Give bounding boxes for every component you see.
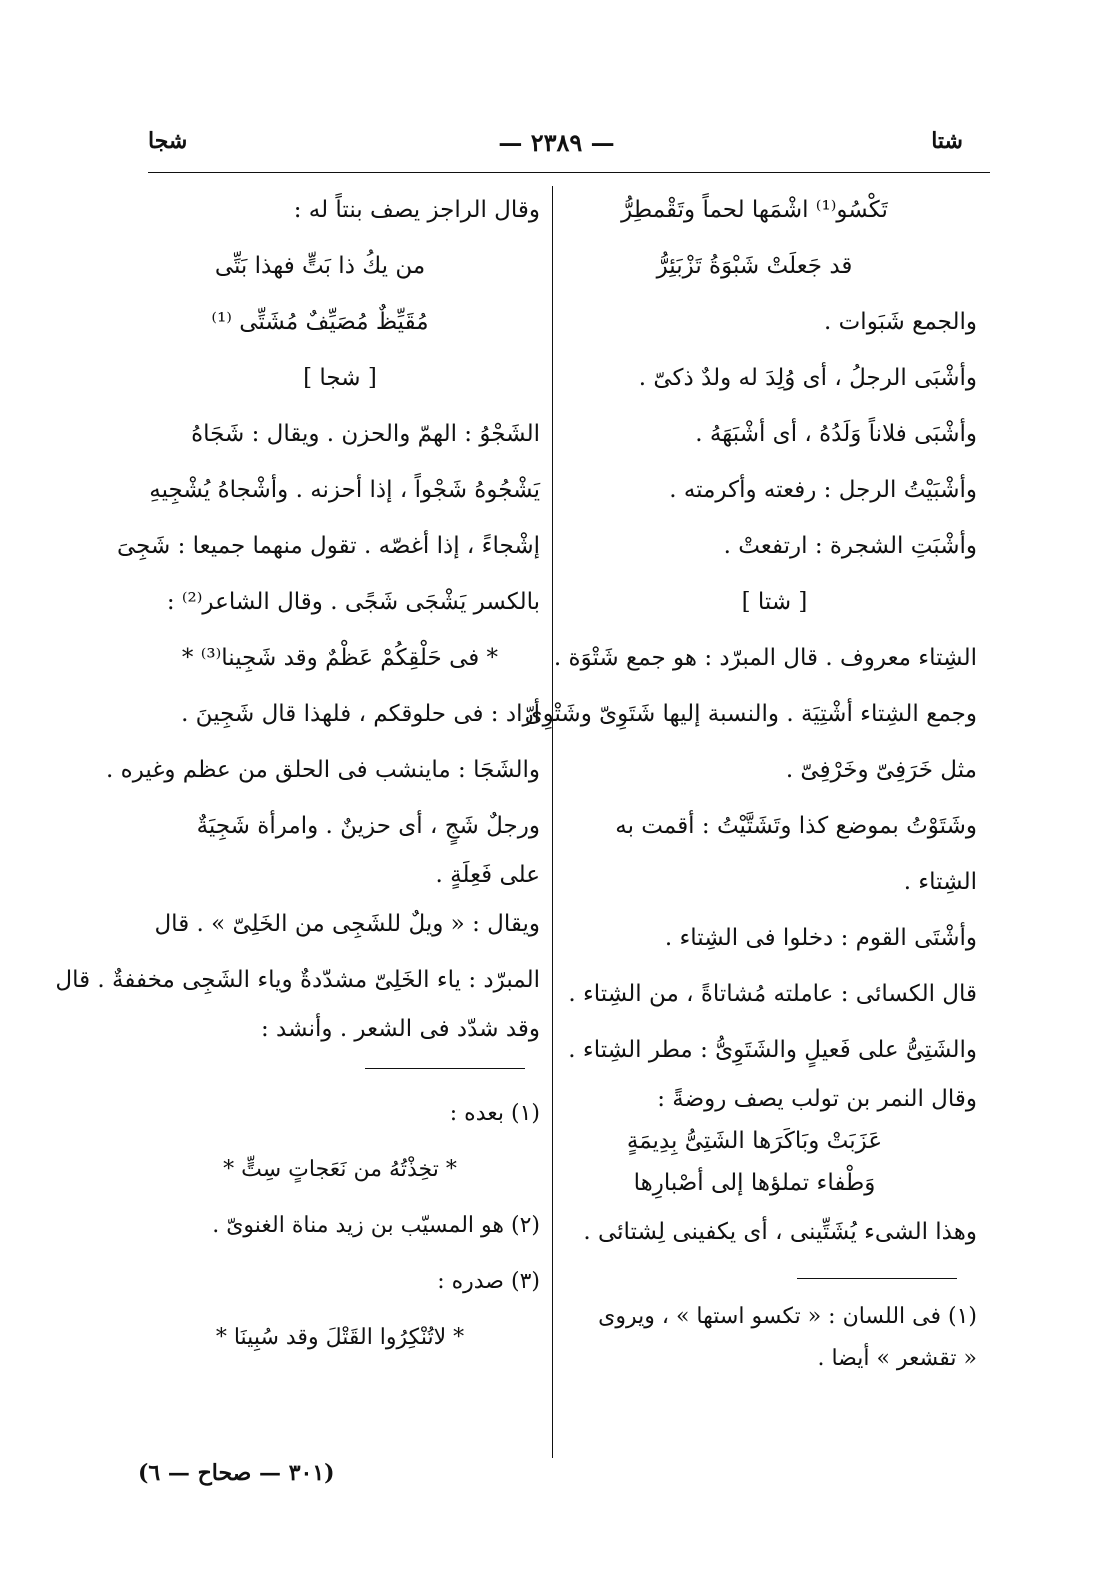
right-column xyxy=(524,182,977,1380)
header-left-word: شجا xyxy=(148,128,188,154)
verse-line: وَطْفاء تملؤها إلى أصْبارِها xyxy=(633,1170,876,1196)
footnote: (١) بعده : xyxy=(449,1101,540,1126)
text-line: أراد : فى حلوقكم ، فلهذا قال شَجِينَ . xyxy=(181,701,540,727)
text-line: والجمع شَبَوات . xyxy=(824,309,977,335)
text-line: الشَجْوُ : الهمّ والحزن . ويقال : شَجَاهُ xyxy=(191,421,540,447)
text-line: مثل خَرَفِىّ وخَرْفِىّ . xyxy=(785,757,977,783)
text-line: وشَتَوْتُ بموضع كذا وتَشَتَّيْتُ : أقمت به xyxy=(615,813,977,839)
text-line: يَشْجُوهُ شَجْواً ، إذا أحزنه . وأشْجاهُ يُشْجِيهِ xyxy=(149,477,540,503)
column-divider xyxy=(552,186,553,1458)
text-line: والشَجَا : ماينشب فى الحلق من عظم وغيره . xyxy=(106,757,540,783)
text-line: الشِتاء . xyxy=(903,869,977,895)
text-line: وجمع الشِتاء أشْتِيَة . والنسبة إليها شَتَوِىّ وشَتْوِىّ xyxy=(524,701,977,727)
footnote: (٢) هو المسيّب بن زيد مناة الغنوىّ . xyxy=(212,1213,540,1238)
footnote-verse: * تخِذْتُهُ من نَعَجاتٍ سِتٍّ * xyxy=(223,1157,457,1182)
text-line: إشْجاءً ، إذا أغصّه . تقول منهما جميعا : شَجِىَ xyxy=(117,533,540,559)
text-line: وأشْبَتِ الشجرة : ارتفعتْ . xyxy=(723,533,977,559)
footnote-verse: * لاتُنْكِرُوا القَتْلَ وقد سُبِينَا * xyxy=(215,1325,465,1350)
text-line: وأشْبَى الرجلُ ، أى وُلِدَ له ولدٌ ذكىّ . xyxy=(638,365,977,391)
verse-line: * فى حَلْقِكُمْ عَظْمٌ وقد شَجِينا⁽³⁾ * xyxy=(181,645,499,671)
verse-line: مُقَيِّظٌ مُصَيِّفٌ مُشَتِّى ⁽¹⁾ xyxy=(211,309,429,335)
text-line: الشِتاء معروف . قال المبرّد : هو جمع شَتْوَة . xyxy=(553,645,977,671)
verse-line: قد جَعلَتْ شَبْوَةُ تَزْبَئِرُّ xyxy=(656,253,853,279)
text-line: على فَعِلَةٍ . xyxy=(435,862,540,888)
page-footer-signature: (٣٠١ — صحاح — ٦) xyxy=(138,1460,335,1486)
text-line: وهذا الشىء يُشَتِّينى ، أى يكفينى لِشتائى . xyxy=(583,1219,977,1245)
section-heading-shaja: [ شجا ] xyxy=(303,365,377,391)
text-line: المبرّد : ياء الخَلِىّ مشدّدةٌ وياء الشَجِى مخففةٌ . قال xyxy=(55,967,540,993)
footnote: « تقشعر » أيضا . xyxy=(817,1346,977,1371)
header-right-word: شتا xyxy=(931,128,963,154)
footnote-rule xyxy=(140,1050,540,1086)
text-line: وقد شدّد فى الشعر . وأنشد : xyxy=(260,1016,540,1042)
text-line: وأشْتَى القوم : دخلوا فى الشِتاء . xyxy=(664,925,977,951)
footnote: (٣) صدره : xyxy=(437,1269,540,1294)
text-line: وأشْبَيْتُ الرجل : رفعته وأكرمته . xyxy=(669,477,977,503)
footnote-rule xyxy=(572,1260,977,1296)
text-line: وأشْبَى فلاناً وَلَدُهُ ، أى أشْبَهَهُ . xyxy=(695,421,977,447)
text-line: وقال النمر بن تولب يصف روضةً : xyxy=(657,1086,977,1112)
verse-line: تَكْسُو⁽¹⁾ اشْمَها لحماً وتَقْمطِرُّ xyxy=(621,197,888,223)
text-line: بالكسر يَشْجَى شَجًى . وقال الشاعر⁽²⁾ : xyxy=(166,589,540,615)
text-line: قال الكسائى : عاملته مُشاتاةً ، من الشِتاء . xyxy=(568,981,977,1007)
text-line: ورجلٌ شَجٍ ، أى حزينٌ . وامرأة شَجِيَةٌ xyxy=(196,813,540,839)
verse-line: عَزَبَتْ وبَاكَرَها الشَتِىُّ بِدِيمَةٍ xyxy=(626,1128,883,1154)
text-line: وقال الراجز يصف بنتاً له : xyxy=(293,197,540,223)
verse-line: من يكُ ذا بَتٍّ فهذا بَتِّى xyxy=(214,253,426,279)
page-number: — ٢٣٨٩ — xyxy=(498,128,615,157)
section-heading-shata: [ شتا ] xyxy=(741,589,808,615)
header-rule xyxy=(148,172,990,173)
text-line: ويقال : « ويلٌ للشَجِى من الخَلِىّ » . قال xyxy=(154,911,540,937)
footnote: (١) فى اللسان : « تكسو استها » ، ويروى xyxy=(598,1304,977,1329)
text-line: والشَتِىُّ على فَعيلٍ والشَتَوِىُّ : مطر الشِتاء . xyxy=(568,1037,977,1063)
left-column xyxy=(55,182,540,1366)
